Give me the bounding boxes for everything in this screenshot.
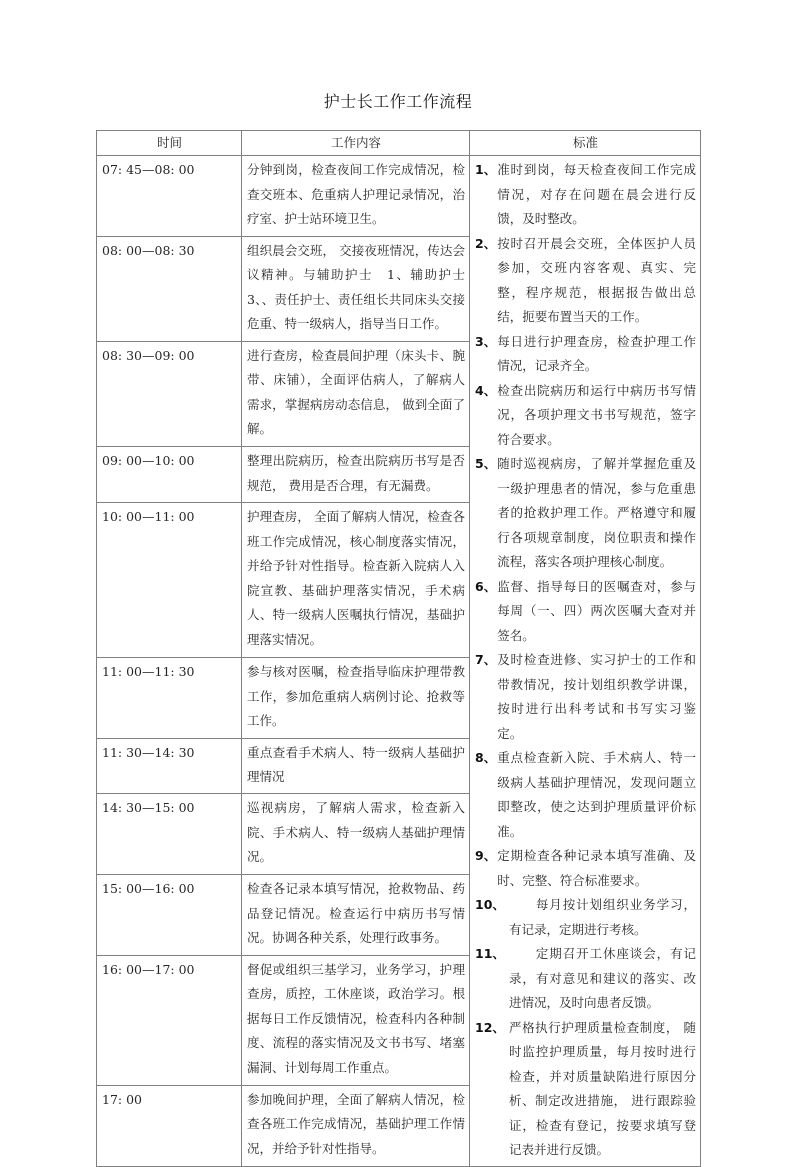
standard-item-number: 1、 bbox=[475, 162, 497, 177]
standard-item bbox=[475, 746, 696, 844]
work-content-cell: 检查各记录本填写情况，抢救物品、药品登记情况。检查运行中病历书写情况。协调各种关系，处理行政事务。 bbox=[242, 875, 470, 956]
work-content-cell: 护理查房， 全面了解病人情况，检查各班工作完成情况，核心制度落实情况，并给予针对性指导。检查新入院病人入院宣教、基础护理落实情况，手术病人、特一级病人医嘱执行情况，基础护理落实情况。 bbox=[242, 503, 470, 658]
standard-item-text: 检查出院病历和运行中病历书写情况，各项护理文书书写规范，签字符合要求。 bbox=[497, 382, 696, 447]
time-cell: 14: 30—15: 00 bbox=[97, 794, 242, 875]
standard-item-text: 定期召开工休座谈会，有记录，有对意见和建议的落实、改进情况，及时向患者反馈。 bbox=[509, 946, 696, 1010]
time-cell: 15: 00—16: 00 bbox=[97, 875, 242, 956]
standard-item-number: 11、 bbox=[475, 946, 505, 961]
standard-item-number: 2、 bbox=[475, 235, 497, 251]
workflow-table bbox=[96, 130, 701, 1167]
time-cell: 07: 45—08: 00 bbox=[97, 156, 242, 237]
work-content-cell: 参加晚间护理，全面了解病人情况，检查各班工作完成情况，基础护理工作情况，并给予针对性指导。 bbox=[242, 1085, 470, 1166]
standard-item-number: 4、 bbox=[475, 382, 497, 398]
standard-header-label: 标准 bbox=[572, 135, 598, 150]
time-cell: 17: 00 bbox=[97, 1085, 242, 1166]
standard-item bbox=[475, 893, 696, 942]
standards-list bbox=[475, 158, 696, 1163]
work-content-cell: 重点查看手术病人、特一级病人基础护理情况 bbox=[242, 738, 470, 794]
page-title: 护士长工作工作流程 bbox=[323, 92, 473, 111]
standard-item bbox=[475, 844, 696, 893]
standard-item bbox=[475, 379, 696, 453]
column-header-work-content: 工作内容 bbox=[242, 131, 470, 156]
time-cell: 09: 00—10: 00 bbox=[97, 447, 242, 503]
standard-item-number: 5、 bbox=[475, 456, 497, 471]
standard-item-number: 9、 bbox=[475, 848, 497, 863]
standard-item-text: 每日进行护理查房，检查护理工作情况，记录齐全。 bbox=[497, 333, 696, 373]
standard-item-text: 准时到岗，每天检查夜间工作完成情况，对存在问题在晨会进行反馈，及时整改。 bbox=[497, 162, 696, 226]
standard-item bbox=[475, 232, 696, 330]
standard-item bbox=[475, 452, 696, 575]
work-content-cell: 组织晨会交班， 交接夜班情况，传达会议精神。与辅助护士 1、辅助护士 3、、责任护士、责任组长共同床头交接危重、特一级病人，指导当日工作。 bbox=[242, 236, 470, 341]
time-cell: 08: 30—09: 00 bbox=[97, 341, 242, 446]
time-cell: 11: 00—11: 30 bbox=[97, 658, 242, 739]
standard-item bbox=[475, 942, 696, 1016]
standard-item-text: 按时召开晨会交班，全体医护人员参加，交班内容客观、真实、完整，程序规范，根据报告做出总结，扼要布置当天的工作。 bbox=[497, 235, 696, 324]
column-header-standard bbox=[470, 131, 701, 156]
standard-item bbox=[475, 158, 696, 232]
time-cell: 08: 00—08: 30 bbox=[97, 236, 242, 341]
standard-item bbox=[475, 648, 696, 746]
standard-item bbox=[475, 1016, 696, 1163]
standard-item-number: 6、 bbox=[475, 578, 497, 594]
table-row bbox=[97, 156, 701, 237]
standard-item bbox=[475, 330, 696, 379]
work-content-cell: 整理出院病历，检查出院病历书写是否规范， 费用是否合理，有无漏费。 bbox=[242, 447, 470, 503]
work-content-cell: 分钟到岗，检查夜间工作完成情况，检查交班本、危重病人护理记录情况，治疗室、护士站环境卫生。 bbox=[242, 156, 470, 237]
standard-item-text: 每月按计划组织业务学习，有记录，定期进行考核。 bbox=[509, 897, 696, 937]
standards-cell bbox=[470, 156, 701, 1167]
standard-item-number: 3、 bbox=[475, 333, 497, 349]
standard-item-number: 7、 bbox=[475, 652, 497, 667]
work-content-cell: 巡视病房，了解病人需求，检查新入院、手术病人、特一级病人基础护理情况。 bbox=[242, 794, 470, 875]
standard-item-text: 严格执行护理质量检查制度， 随时监控护理质量，每月按时进行检查，并对质量缺陷进行原因分析、制定改进措施， 进行跟踪验证，检查有登记，按要求填写登记表并进行反馈。 bbox=[509, 1019, 696, 1157]
standard-item bbox=[475, 575, 696, 649]
standard-item-text: 重点检查新入院、手术病人、特一级病人基础护理情况，发现问题立即整改，使之达到护理质量评价标准。 bbox=[497, 750, 696, 839]
standard-item-number: 8、 bbox=[475, 750, 497, 765]
column-header-time: 时间 bbox=[97, 131, 242, 156]
time-cell: 10: 00—11: 00 bbox=[97, 503, 242, 658]
standard-item-number: 12、 bbox=[475, 1019, 505, 1035]
work-content-cell: 进行查房，检查晨间护理（床头卡、腕带、床铺），全面评估病人，了解病人需求，掌握病房动态信息， 做到全面了解。 bbox=[242, 341, 470, 446]
work-content-cell: 参与核对医嘱，检查指导临床护理带教工作，参加危重病人病例讨论、抢救等工作。 bbox=[242, 658, 470, 739]
work-content-cell: 督促或组织三基学习，业务学习，护理查房，质控，工休座谈，政治学习。根据每日工作反馈情况，检查科内各种制度、流程的落实情况及文书书写、堵塞漏洞、计划每周工作重点。 bbox=[242, 955, 470, 1085]
table-header-row bbox=[97, 131, 701, 156]
time-cell: 11: 30—14: 30 bbox=[97, 738, 242, 794]
standard-item-text: 监督、指导每日的医嘱查对，参与每周（一、四）两次医嘱大查对并签名。 bbox=[497, 578, 696, 643]
standard-item-text: 定期检查各种记录本填写准确、及时、完整、符合标准要求。 bbox=[497, 848, 696, 888]
time-cell: 16: 00—17: 00 bbox=[97, 955, 242, 1085]
standard-item-text: 及时检查进修、实习护士的工作和带教情况，按计划组织教学讲课，按时进行出科考试和书写实习鉴定。 bbox=[497, 652, 696, 741]
standard-item-number: 10、 bbox=[475, 897, 505, 912]
standard-item-text: 随时巡视病房，了解并掌握危重及一级护理患者的情况，参与危重患者的抢救护理工作。严格遵守和履行各项规章制度，岗位职责和操作流程，落实各项护理核心制度。 bbox=[497, 456, 696, 569]
